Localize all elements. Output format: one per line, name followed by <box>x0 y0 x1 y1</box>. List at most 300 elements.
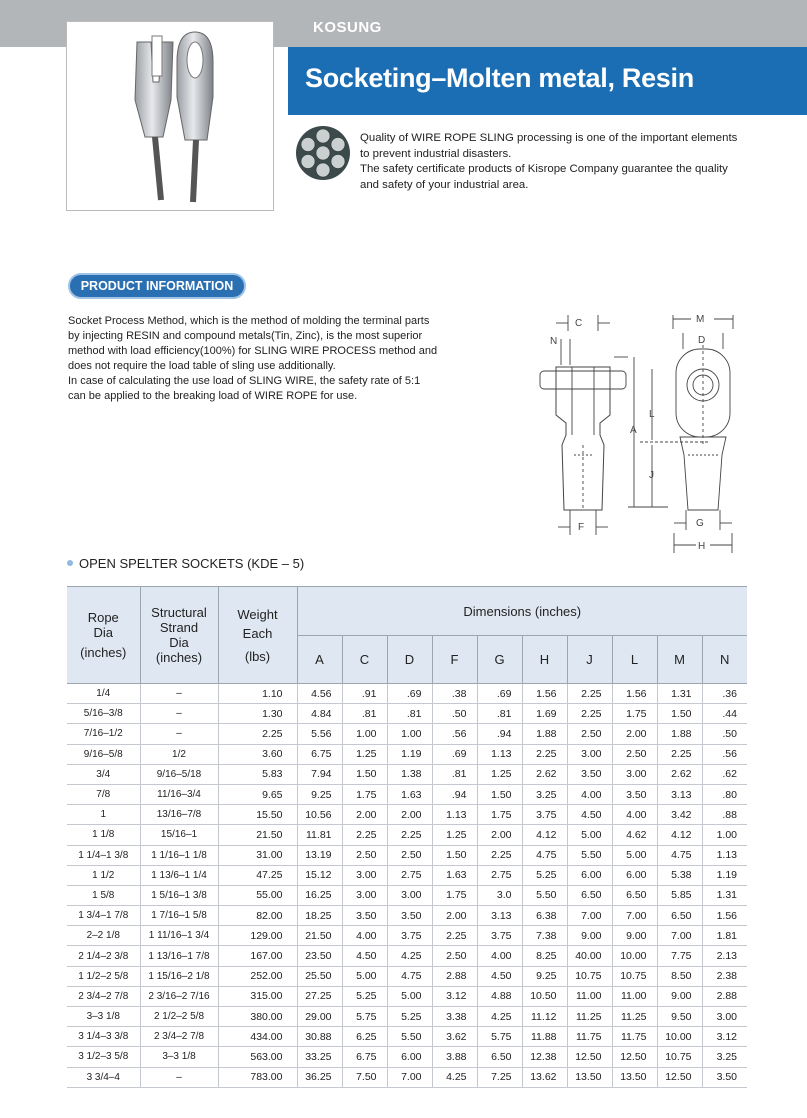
dim-cell: 2.25 <box>477 845 522 865</box>
intro-line: Quality of WIRE ROPE SLING processing is one of the important elements <box>360 132 738 144</box>
dim-cell: 1.13 <box>477 744 522 764</box>
dim-cell: 2.00 <box>387 805 432 825</box>
dim-cell: 6.00 <box>387 1047 432 1067</box>
dim-cell: 6.50 <box>567 885 612 905</box>
dim-cell: 7.94 <box>297 764 342 784</box>
dim-cell: 6.00 <box>612 865 657 885</box>
dim-cell: 11.75 <box>567 1027 612 1047</box>
strand-dia-cell: 2 3/16–2 7/16 <box>140 986 218 1006</box>
dim-col-header: F <box>432 636 477 684</box>
dim-cell: 3.50 <box>387 906 432 926</box>
dim-cell: 3.12 <box>702 1027 747 1047</box>
dim-cell: 6.75 <box>342 1047 387 1067</box>
dim-cell: 4.00 <box>342 926 387 946</box>
dim-cell: 1.00 <box>342 724 387 744</box>
dim-cell: .38 <box>432 684 477 704</box>
label-n: N <box>550 336 558 347</box>
dim-cell: 1.31 <box>702 885 747 905</box>
dim-cell: 11.25 <box>567 1007 612 1027</box>
weight-cell: 380.00 <box>218 1007 297 1027</box>
dim-cell: 1.25 <box>477 764 522 784</box>
dim-cell: 3.13 <box>477 906 522 926</box>
dim-cell: 2.50 <box>567 724 612 744</box>
dim-cell: 9.00 <box>612 926 657 946</box>
header-text: (inches) <box>80 645 127 660</box>
rope-dia-cell: 1/4 <box>67 684 140 704</box>
rope-dia-cell: 1 <box>67 805 140 825</box>
table-row <box>67 724 747 744</box>
dim-cell: 10.00 <box>612 946 657 966</box>
strand-dia-cell: 3–3 1/8 <box>140 1047 218 1067</box>
dim-cell: 11.88 <box>522 1027 567 1047</box>
weight-cell: 563.00 <box>218 1047 297 1067</box>
dim-cell: 6.50 <box>477 1047 522 1067</box>
dim-cell: 27.25 <box>297 986 342 1006</box>
table-row <box>67 926 747 946</box>
dim-cell: 25.50 <box>297 966 342 986</box>
dim-cell: 6.50 <box>612 885 657 905</box>
table-row <box>67 825 747 845</box>
dim-cell: 2.13 <box>702 946 747 966</box>
dim-cell: 2.00 <box>432 906 477 926</box>
dim-cell: 2.75 <box>387 865 432 885</box>
dim-cell: 4.56 <box>297 684 342 704</box>
table-row <box>67 805 747 825</box>
desc-line: In case of calculating the use load of SLING WIRE, the safety rate of 5:1 <box>68 375 421 387</box>
weight-cell: 1.30 <box>218 704 297 724</box>
dim-cell: 2.25 <box>342 825 387 845</box>
dim-cell: 2.50 <box>432 946 477 966</box>
dim-cell: 10.50 <box>522 986 567 1006</box>
dim-cell: 1.56 <box>612 684 657 704</box>
dim-col-header: D <box>387 636 432 684</box>
dim-cell: 2.50 <box>342 845 387 865</box>
dim-cell: 4.84 <box>297 704 342 724</box>
rope-dia-cell: 1 3/4–1 7/8 <box>67 906 140 926</box>
dim-cell: 1.63 <box>432 865 477 885</box>
dim-cell: 2.38 <box>702 966 747 986</box>
dim-cell: 29.00 <box>297 1007 342 1027</box>
dim-cell: 2.00 <box>477 825 522 845</box>
dim-cell: 1.56 <box>522 684 567 704</box>
dim-cell: 9.00 <box>567 926 612 946</box>
dim-cell: 11.75 <box>612 1027 657 1047</box>
dim-cell: 2.00 <box>342 805 387 825</box>
col-rope-dia <box>67 587 140 684</box>
dim-cell: 5.25 <box>387 1007 432 1027</box>
dim-cell: 10.75 <box>657 1047 702 1067</box>
dim-cell: 3.25 <box>522 784 567 804</box>
table-row <box>67 986 747 1006</box>
rope-dia-cell: 7/16–1/2 <box>67 724 140 744</box>
rope-dia-cell: 3–3 1/8 <box>67 1007 140 1027</box>
dim-cell: 1.00 <box>387 724 432 744</box>
dim-cell: 3.50 <box>702 1067 747 1087</box>
dim-cell: 1.25 <box>342 744 387 764</box>
dim-cell: 16.25 <box>297 885 342 905</box>
weight-cell: 3.60 <box>218 744 297 764</box>
strand-dia-cell: 9/16–5/18 <box>140 764 218 784</box>
dim-cell: 6.75 <box>297 744 342 764</box>
dim-cell: 7.00 <box>387 1067 432 1087</box>
weight-cell: 47.25 <box>218 865 297 885</box>
dim-cell: 1.19 <box>387 744 432 764</box>
dim-cell: .94 <box>432 784 477 804</box>
dim-cell: 6.00 <box>567 865 612 885</box>
header-text: Strand <box>159 620 199 635</box>
dim-cell: .88 <box>702 805 747 825</box>
dim-cell: 5.50 <box>522 885 567 905</box>
dim-cell: 5.75 <box>342 1007 387 1027</box>
header-text: Each <box>242 625 273 641</box>
dim-cell: .81 <box>477 704 522 724</box>
dim-cell: 4.25 <box>432 1067 477 1087</box>
weight-cell: 252.00 <box>218 966 297 986</box>
dim-cell: 4.75 <box>657 845 702 865</box>
dim-col-header: H <box>522 636 567 684</box>
table-row <box>67 1027 747 1047</box>
dim-cell: 2.62 <box>657 764 702 784</box>
dim-cell: 6.38 <box>522 906 567 926</box>
dim-cell: 12.38 <box>522 1047 567 1067</box>
table-row <box>67 845 747 865</box>
weight-cell: 55.00 <box>218 885 297 905</box>
label-a: A <box>630 425 637 436</box>
dim-cell: 2.25 <box>567 704 612 724</box>
dim-cell: 1.75 <box>612 704 657 724</box>
table-row <box>67 744 747 764</box>
table-row <box>67 865 747 885</box>
dim-cell: .69 <box>477 684 522 704</box>
strand-dia-cell: 2 1/2–2 5/8 <box>140 1007 218 1027</box>
header-text: Weight <box>237 606 278 622</box>
dim-cell: 15.12 <box>297 865 342 885</box>
weight-cell: 129.00 <box>218 926 297 946</box>
dim-cell: 3.50 <box>567 764 612 784</box>
dim-cell: .56 <box>702 744 747 764</box>
strand-dia-cell: – <box>140 724 218 744</box>
dim-cell: 3.50 <box>342 906 387 926</box>
label-h: H <box>698 541 706 552</box>
dim-cell: .62 <box>702 764 747 784</box>
dim-cell: 3.0 <box>477 885 522 905</box>
dim-col-header: G <box>477 636 522 684</box>
table-row <box>67 1067 747 1087</box>
dim-cell: .94 <box>477 724 522 744</box>
dim-cell: .50 <box>702 724 747 744</box>
rope-dia-cell: 3 1/2–3 5/8 <box>67 1047 140 1067</box>
dim-cell: 3.00 <box>567 744 612 764</box>
intro-line: The safety certificate products of Kisrope Company guarantee the quality <box>360 163 728 175</box>
dim-cell: 1.81 <box>702 926 747 946</box>
dim-cell: 4.00 <box>612 805 657 825</box>
dim-cell: 1.56 <box>702 906 747 926</box>
dim-cell: 5.75 <box>477 1027 522 1047</box>
dim-cell: 1.50 <box>477 784 522 804</box>
dim-cell: 12.50 <box>612 1047 657 1067</box>
dim-cell: 4.88 <box>477 986 522 1006</box>
strand-dia-cell: 1 11/16–1 3/4 <box>140 926 218 946</box>
dim-cell: 7.00 <box>567 906 612 926</box>
dim-cell: 2.25 <box>522 744 567 764</box>
dim-cell: 4.62 <box>612 825 657 845</box>
weight-cell: 315.00 <box>218 986 297 1006</box>
dim-cell: 1.69 <box>522 704 567 724</box>
dim-cell: 4.00 <box>567 784 612 804</box>
weight-cell: 15.50 <box>218 805 297 825</box>
spec-table <box>67 586 747 1088</box>
dim-cell: 11.12 <box>522 1007 567 1027</box>
header-text: Rope <box>87 610 119 625</box>
wire-rope-cross-section-icon <box>295 125 351 186</box>
strand-dia-cell: 11/16–3/4 <box>140 784 218 804</box>
dim-cell: 2.62 <box>522 764 567 784</box>
dim-cell: 13.50 <box>567 1067 612 1087</box>
rope-dia-cell: 5/16–3/8 <box>67 704 140 724</box>
dim-cell: 3.62 <box>432 1027 477 1047</box>
dim-cell: 7.75 <box>657 946 702 966</box>
dim-cell: 11.00 <box>612 986 657 1006</box>
strand-dia-cell: 15/16–1 <box>140 825 218 845</box>
dim-cell: 4.00 <box>477 946 522 966</box>
weight-cell: 783.00 <box>218 1067 297 1087</box>
rope-dia-cell: 1 1/2–2 5/8 <box>67 966 140 986</box>
dim-col-header: C <box>342 636 387 684</box>
strand-dia-cell: 13/16–7/8 <box>140 805 218 825</box>
dim-cell: 3.50 <box>612 784 657 804</box>
dim-cell: 10.75 <box>612 966 657 986</box>
dim-cell: 3.42 <box>657 805 702 825</box>
dim-cell: 4.50 <box>477 966 522 986</box>
dim-col-header: A <box>297 636 342 684</box>
dim-cell: .81 <box>432 764 477 784</box>
dim-cell: 3.00 <box>702 1007 747 1027</box>
dim-cell: 1.50 <box>432 845 477 865</box>
dim-cell: 3.38 <box>432 1007 477 1027</box>
dim-cell: 6.25 <box>342 1027 387 1047</box>
weight-cell: 5.83 <box>218 764 297 784</box>
rope-dia-cell: 1 1/4–1 3/8 <box>67 845 140 865</box>
brand-logo: KOSUNG <box>313 19 382 36</box>
label-g: G <box>696 518 704 529</box>
table-row <box>67 966 747 986</box>
rope-dia-cell: 1 5/8 <box>67 885 140 905</box>
dim-cell: 3.75 <box>477 926 522 946</box>
rope-dia-cell: 2–2 1/8 <box>67 926 140 946</box>
dim-cell: 7.38 <box>522 926 567 946</box>
dim-cell: 5.50 <box>387 1027 432 1047</box>
strand-dia-cell: – <box>140 1067 218 1087</box>
table-row <box>67 704 747 724</box>
desc-line: Socket Process Method, which is the method of molding the terminal parts <box>68 315 430 327</box>
product-description <box>68 314 458 404</box>
rope-dia-cell: 9/16–5/8 <box>67 744 140 764</box>
dim-col-header: J <box>567 636 612 684</box>
dim-cell: 4.12 <box>522 825 567 845</box>
dim-cell: 3.00 <box>342 885 387 905</box>
dim-cell: 1.88 <box>657 724 702 744</box>
dim-cell: 9.25 <box>297 784 342 804</box>
weight-cell: 1.10 <box>218 684 297 704</box>
dim-cell: 1.25 <box>432 825 477 845</box>
desc-line: can be applied to the breaking load of WIRE ROPE for use. <box>68 390 358 402</box>
col-strand-dia <box>140 587 218 684</box>
rope-dia-cell: 2 3/4–2 7/8 <box>67 986 140 1006</box>
table-row <box>67 1047 747 1067</box>
dim-cell: .56 <box>432 724 477 744</box>
dim-cell: 1.50 <box>342 764 387 784</box>
strand-dia-cell: 1 13/16–1 7/8 <box>140 946 218 966</box>
dim-cell: 21.50 <box>297 926 342 946</box>
dim-cell: 7.00 <box>612 906 657 926</box>
dim-cell: 10.56 <box>297 805 342 825</box>
label-c: C <box>575 318 583 329</box>
dim-cell: 5.00 <box>387 986 432 1006</box>
dim-cell: 33.25 <box>297 1047 342 1067</box>
dim-cell: 10.00 <box>657 1027 702 1047</box>
dim-cell: 3.75 <box>522 805 567 825</box>
table-row <box>67 764 747 784</box>
label-d: D <box>698 335 706 346</box>
desc-line: does not require the load table of sling use additionally. <box>68 360 336 372</box>
table-row <box>67 684 747 704</box>
dim-cell: 3.88 <box>432 1047 477 1067</box>
dim-cell: 3.00 <box>387 885 432 905</box>
intro-text <box>360 131 760 193</box>
dim-cell: 5.50 <box>567 845 612 865</box>
dim-cell: 1.75 <box>342 784 387 804</box>
dim-cell: 6.50 <box>657 906 702 926</box>
label-m: M <box>696 314 705 325</box>
strand-dia-cell: 2 3/4–2 7/8 <box>140 1027 218 1047</box>
strand-dia-cell: – <box>140 684 218 704</box>
rope-dia-cell: 1 1/2 <box>67 865 140 885</box>
dimensions-header: Dimensions (inches) <box>297 587 747 636</box>
dim-cell: 4.25 <box>477 1007 522 1027</box>
dim-cell: 7.50 <box>342 1067 387 1087</box>
dim-cell: 3.00 <box>342 865 387 885</box>
table-row <box>67 784 747 804</box>
dim-cell: 2.25 <box>657 744 702 764</box>
dim-cell: 30.88 <box>297 1027 342 1047</box>
socket-photo <box>66 21 274 211</box>
strand-dia-cell: 1 15/16–2 1/8 <box>140 966 218 986</box>
dim-cell: 7.00 <box>657 926 702 946</box>
rope-dia-cell: 7/8 <box>67 784 140 804</box>
table-row <box>67 946 747 966</box>
dim-cell: .69 <box>432 744 477 764</box>
strand-dia-cell: – <box>140 704 218 724</box>
weight-cell: 2.25 <box>218 724 297 744</box>
section-title-text: OPEN SPELTER SOCKETS (KDE – 5) <box>79 556 305 571</box>
table-body <box>67 684 747 1088</box>
dim-cell: 1.19 <box>702 865 747 885</box>
dim-cell: 10.75 <box>567 966 612 986</box>
dim-cell: 5.00 <box>567 825 612 845</box>
strand-dia-cell: 1 1/16–1 1/8 <box>140 845 218 865</box>
dim-cell: 1.38 <box>387 764 432 784</box>
strand-dia-cell: 1 13/6–1 1/4 <box>140 865 218 885</box>
dim-cell: 7.25 <box>477 1067 522 1087</box>
dim-cell: 4.75 <box>387 966 432 986</box>
dim-cell: 1.13 <box>432 805 477 825</box>
dim-cell: 1.63 <box>387 784 432 804</box>
dim-cell: 2.88 <box>702 986 747 1006</box>
dim-cell: 9.25 <box>522 966 567 986</box>
dim-cell: 18.25 <box>297 906 342 926</box>
dim-cell: .36 <box>702 684 747 704</box>
dim-cell: 4.50 <box>567 805 612 825</box>
dim-cell: 5.25 <box>342 986 387 1006</box>
weight-cell: 82.00 <box>218 906 297 926</box>
section-title <box>67 556 304 571</box>
desc-line: by injecting RESIN and compound metals(Tin, Zinc), is the most superior <box>68 330 423 342</box>
label-j: J <box>649 470 654 481</box>
dim-cell: 5.56 <box>297 724 342 744</box>
dim-cell: 2.50 <box>612 744 657 764</box>
dim-cell: 11.00 <box>567 986 612 1006</box>
dim-cell: 1.13 <box>702 845 747 865</box>
strand-dia-cell: 1 5/16–1 3/8 <box>140 885 218 905</box>
dim-cell: 5.38 <box>657 865 702 885</box>
dim-col-header: L <box>612 636 657 684</box>
header-text: Dia <box>169 635 189 650</box>
dim-cell: 40.00 <box>567 946 612 966</box>
dim-cell: 2.50 <box>387 845 432 865</box>
label-l: L <box>649 409 655 420</box>
dim-cell: 5.25 <box>522 865 567 885</box>
dim-cell: .44 <box>702 704 747 724</box>
intro-line: and safety of your industrial area. <box>360 178 529 191</box>
dim-cell: 1.75 <box>477 805 522 825</box>
dim-cell: 3.75 <box>387 926 432 946</box>
header-text: (inches) <box>155 650 203 665</box>
dim-cell: 13.62 <box>522 1067 567 1087</box>
dim-cell: 3.12 <box>432 986 477 1006</box>
strand-dia-cell: 1 7/16–1 5/8 <box>140 906 218 926</box>
dim-cell: 1.75 <box>432 885 477 905</box>
dim-cell: 5.85 <box>657 885 702 905</box>
table-row <box>67 885 747 905</box>
dim-col-header: N <box>702 636 747 684</box>
socket-dimension-diagram <box>528 305 748 560</box>
dim-cell: 11.25 <box>612 1007 657 1027</box>
dim-cell: 8.50 <box>657 966 702 986</box>
dim-cell: 1.88 <box>522 724 567 744</box>
dim-cell: 9.00 <box>657 986 702 1006</box>
weight-cell: 31.00 <box>218 845 297 865</box>
table-row <box>67 906 747 926</box>
dim-cell: .91 <box>342 684 387 704</box>
rope-dia-cell: 3 3/4–4 <box>67 1067 140 1087</box>
strand-dia-cell: 1/2 <box>140 744 218 764</box>
header-text: (lbs) <box>244 648 271 664</box>
page-title: Socketing–Molten metal, Resin <box>305 63 694 93</box>
dim-cell: 23.50 <box>297 946 342 966</box>
dim-cell: 1.50 <box>657 704 702 724</box>
dim-cell: 8.25 <box>522 946 567 966</box>
dim-cell: 4.25 <box>387 946 432 966</box>
dim-cell: 2.88 <box>432 966 477 986</box>
rope-dia-cell: 2 1/4–2 3/8 <box>67 946 140 966</box>
rope-dia-cell: 3 1/4–3 3/8 <box>67 1027 140 1047</box>
dim-cell: 3.13 <box>657 784 702 804</box>
dim-cell: .80 <box>702 784 747 804</box>
rope-dia-cell: 1 1/8 <box>67 825 140 845</box>
table-row <box>67 1007 747 1027</box>
rope-dia-cell: 3/4 <box>67 764 140 784</box>
dim-cell: 4.75 <box>522 845 567 865</box>
